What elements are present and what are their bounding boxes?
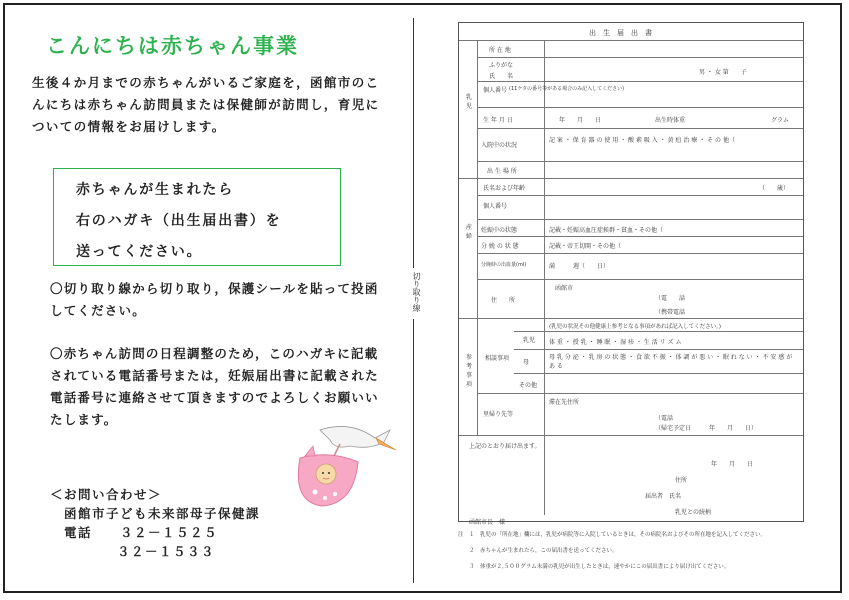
label-relation: 乳児との続柄 [675,509,712,516]
label-mother-age: （ 歳） [759,185,790,192]
pregnancy-options: 記載・妊娠高血圧症候群・貧血・その他（ [549,227,664,234]
reference-note: (乳児の状況その他健康上参考となる事項があれば記入してください。) [549,324,722,330]
label-id-note-child: (11ケタの番号等がある場合のみ記入してください) [509,86,625,92]
label-name: 氏 名 [489,73,514,80]
form-title: 出 生 届 出 書 [589,29,652,37]
label-delivery: 分 娩 の 状 態 [481,243,519,250]
bullet-cut-instructions: 〇切り取り線から切り取り，保護シールを貼って投函してください。 [50,281,379,318]
return-address: 滞在先住所 [549,399,580,406]
highlight-box [53,168,341,266]
label-furigana: ふりがな [489,62,514,69]
label-mobile: （携帯電話 [655,309,686,316]
return-date: （帰宅予定日 年 月 日） [655,425,758,432]
box-line: 送ってください。 [76,244,203,260]
label-tel: （電 話 [655,295,686,302]
box-line: 右のハガキ（出生届出書）を [76,213,282,229]
declaration-date: 年 月 日 [711,461,754,468]
label-weight: 出生時体重 [655,117,686,124]
label-reporter-name: 届出者 氏名 [645,493,682,500]
label-return: 里帰り先等 [483,411,514,418]
label-address: 所 在 地 [489,47,511,54]
label-mother-address: 住 所 [491,297,516,304]
contact-tel1: ３２－１５２５ [120,525,219,540]
contact-tel2: ３２－１５３３ [117,544,216,559]
hospital-options: 記 案 ・ 保 育 器 の 使 用 ・ 酸 素 吸 入 ・ 黄 疸 治 療 ・ そ の 他（ [549,137,735,144]
note-1: 注 １ 乳児の「所在地」欄には，乳児が病院等に入院しているときは，その病院名およびその所在地を記入してください。 [458,532,767,538]
birth-notification-form [458,22,804,526]
intro-text: 生後４か月までの赤ちゃんがいるご家庭を，函館市のこんにちは赤ちゃん訪問員または保健師が訪問し，育児についての情報をお届けします。 [32,75,380,134]
label-reporter-address: 住所 [675,477,688,484]
return-tel: （電話 [655,415,674,422]
delivery-options: 記載・帝王切開・その他（ [549,243,622,250]
consult-mother-options: 母 乳 分 泌 ・ 乳 房 の 状 態 ・ 食 欲 不 振 ・ 体 調 が 悪 い ・ 眠 れ な い ・ 不 安 感 が あ る [549,354,793,370]
label-mother-name: 氏名および年齢 [483,185,526,192]
label-consult-other: その他 [519,382,538,389]
label-hospital-status: 入院中の状況 [481,142,518,149]
cut-label: 切り取り線 [410,268,422,319]
mother-city: 函館市 [555,285,574,292]
contact-tel-label: 電話 [64,525,93,540]
label-bleeding: 分娩時の出血量(ml) [481,262,527,268]
page-title: こんにちは赤ちゃん事業 [46,34,299,58]
label-sex: 男 ・ 女 第 子 [699,69,747,76]
label-birthplace: 出 生 場 所 [487,168,517,175]
label-pregnancy: 妊娠中の状態 [481,227,518,234]
bullet-phone-contact: 〇赤ちゃん訪問の日程調整のため，このハガキに記載されている電話番号または，妊娠届出書に記載された電話番号に連絡させて頂きますのでよろしくお願いいたします。 [50,346,379,427]
box-line: 赤ちゃんが生まれたら [76,182,234,198]
pregnancy-weeks: 満 週（ 日） [549,263,610,270]
contact-heading: ＜お問い合わせ＞ [50,487,163,502]
note-3: ３ 体重が２,５００グラム未満の乳児が出生したときは，速やかにこの届出書により届け出てください。 [458,564,730,570]
contact-block [50,485,260,561]
section-child: 乳児 [465,94,472,110]
declaration: 上記のとおり届け出ます。 [469,443,541,450]
label-gram: グラム [771,117,789,124]
label-consult-child: 乳児 [523,337,536,344]
birthdate-fields: 年 月 日 [559,117,602,124]
addressee: 函館市長 様 [469,519,506,526]
label-birthdate: 生 年 月 日 [483,117,513,124]
stork-baby-illustration [280,420,400,510]
consult-child-options: 体 重 ・ 授 乳 ・ 睡 眠 ・ 湿 疹 ・ 生 活 リ ズ ム [549,339,682,346]
label-id-mother: 個人番号 [483,203,508,210]
contact-dept: 函館市子ども未来部母子保健課 [64,506,261,521]
note-2: ２ 赤ちゃんが生まれたら，この届出書を送ってください。 [458,548,618,554]
label-consult: 相談事項 [485,355,510,362]
label-consult-mother: 母 [523,359,530,366]
section-reference: 参考事項 [465,354,472,388]
section-mother: 産婦 [465,224,472,240]
label-id-child: 個人番号 [483,87,508,94]
